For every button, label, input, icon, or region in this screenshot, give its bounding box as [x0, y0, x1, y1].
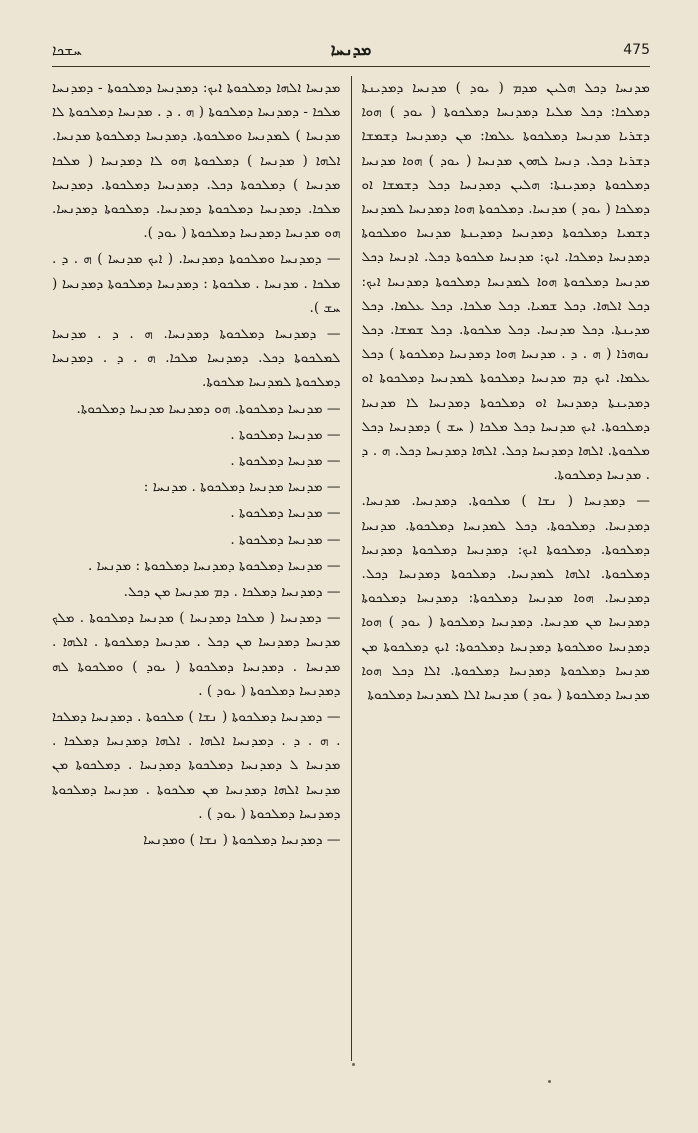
left-column-entry: — ܕܡܕܢܚܐ ܕܡܠܟܘܬܐ ܕܡܕܢܚܐ. ܗ . ܕ . ܡܕܢܚܐ ܠܡܠܟܘܬܐ ܕܟܠ. ܕܡܕܢܚܐ ܡܠܟܐ. ܗ . ܕ . ܕܡܕܢܚܐ ܕܡܠܟܘܬܐ ܠܡܕܢܚܐ ܡܠܟܘܬܐ.	[52, 326, 341, 391]
left-column-entry: ܡܕܢܚܐ ܐܠܗܐ ܕܡܠܟܘܬܐ ܐܝܟ: ܕܡܕܢܚܐ ܕܡܠܟܘܬܐ - ܕܡܕܢܚܐ ܡܠܟܐ - ܕܡܕܢܚܐ ܕܡܠܟܘܬܐ ( ܗ . ܕ . ܡܕܢܚܐ ܕܡܠܟܘܬܐ ܠܐ ܡܕܢܚܐ ) ܠܡܕܢܚܐ ܘܡܠܟܘܬܐ. ܕܡܕܢܚܐ ܕܡܠܟܘܬܐ ܡܕܢܚܐ. ܐܠܗܐ ( ܡܕܢܚܐ ) ܕܡܠܟܘܬܐ ܗܘ ܠܐ ܕܡܕܢܚܐ ( ܡܠܟܐ ܡܕܢܚܐ ) ܕܡܠܟܘܬܐ ܕܟܠ. ܕܡܕܢܚܐ ܕܡܠܟܘܬܐ. ܕܡܕܢܚܐ ܡܠܟܐ. ܕܡܕܢܚܐ ܕܡܠܟܘܬܐ ܕܡܕܢܚܐ. ܕܡܠܟܘܬܐ ܕܡܕܢܚܐ. ܗܘ ܡܕܢܚܐ ܕܡܕܢܚܐ ܕܡܠܟܘܬܐ ( ܝܘܕ ).	[52, 80, 341, 242]
left-column-entry: — ܕܡܕܢܚܐ ( ܡܠܟܐ ܕܡܕܢܚܐ ) ܡܕܢܚܐ ܕܡܠܟܘܬܐ . ܡܠܟ ܡܕܢܚܐ ܕܡܕܢܚܐ ܡܢ ܕܟܠ . ܡܕܢܚܐ ܕܡܠܟܘܬܐ . ܐܠܗܐ . ܡܕܢܚܐ . ܕܡܕܢܚܐ ܕܡܠܟܘܬܐ ( ܝܘܕ ) ܘܡܠܟܘܬܐ ܠܗ ܕܡܕܢܚܐ ܕܡܠܟܘܬܐ ( ܝܘܕ ) .	[52, 610, 341, 699]
page-number: 475	[623, 42, 650, 58]
left-column-entry: — ܕܡܕܢܚܐ ܘܡܠܟܘܬܐ ܕܡܕܢܚܐ. ( ܐܝܟ ܡܕܢܚܐ ) ܗ . ܕ . ܡܠܟܐ . ܡܕܢܚܐ . ܡܠܟܘܬܐ : ܕܡܕܢܚܐ ܕܡܠܟܘܬܐ ܕܡܕܢܚܐ ( ܚܫ ).	[52, 251, 341, 316]
right-column-entry: — ܕܡܕܢܚܐ ( ܢܫܐ ) ܡܠܟܘܬܐ. ܕܡܕܢܚܐ. ܡܕܢܚܐ. ܕܡܕܢܚܐ. ܕܡܠܟܘܬܐ. ܕܟܠ ܠܡܕܢܚܐ ܕܡܠܟܘܬܐ. ܡܕܢܚܐ ܕܡܠܟܘܬܐ. ܕܡܠܟܘܬܐ ܐܝܟ: ܕܡܕܢܚܐ ܕܡܠܟܘܬܐ ܕܡܕܢܚܐ ܕܡܠܟܘܬܐ. ܐܠܗܐ ܠܡܕܢܚܐ. ܕܡܠܟܘܬܐ ܕܡܕܢܚܐ ܕܟܠ. ܕܡܕܢܚܐ. ܗܘܐ ܡܕܢܚܐ ܕܡܠܟܘܬܐ: ܕܡܕܢܚܐ ܕܡܠܟܘܬܐ ܕܡܕܢܚܐ ܡܢ ܡܕܢܚܐ. ܕܡܕܢܚܐ ܕܡܠܟܘܬܐ ( ܝܘܕ ) ܗܘܐ ܕܡܕܢܚܐ ܘܡܠܟܘܬܐ ܕܡܕܢܚܐ ܕܡܠܟܘܬܐ: ܐܝܟ ܕܡܠܟܘܬܐ ܡܢ ܡܕܢܚܐ ܕܡܠܟܘܬܐ ܕܡܕܢܚܐ ܕܡܠܟܘܬܐ. ܐܠܐ ܕܟܠ ܗܘܐ ܡܕܢܚܐ ܕܡܠܟܘܬܐ ( ܝܘܕ ) ܡܕܢܚܐ ܐܠܐ ܠܡܕܢܚܐ ܕܡܠܟܘܬܐ	[361, 493, 650, 704]
two-column-body	[52, 76, 650, 1061]
speck	[548, 1080, 551, 1083]
left-column-entry: — ܡܕܢܚܐ ܡܕܢܚܐ ܕܡܠܟܘܬܐ . ܡܕܢܚܐ :	[143, 479, 341, 496]
left-column-entry: — ܡܕܢܚܐ ܕܡܠܟܘܬܐ .	[230, 505, 341, 522]
left-column-entry: — ܕܡܕܢܚܐ ܕܡܠܟܘܬܐ ( ܢܫܐ ) ܡܠܟܘܬܐ . ܕܡܕܢܚܐ ܕܡܠܟܐ . ܗ . ܕ . ܕܡܕܢܚܐ ܐܠܗܐ . ܐܠܗܐ ܕܡܕܢܚܐ ܕܡܠܟܐ . ܡܕܢܚܐ ܠ ܕܡܕܢܚܐ ܕܡܠܟܘܬܐ ܕܡܕܢܚܐ . ܕܡܠܟܘܬܐ ܡܢ ܡܕܢܚܐ ܐܠܗܐ ܕܡܕܢܚܐ ܡܢ ܡܠܟܘܬܐ . ܡܕܢܚܐ ܕܡܠܟܘܬܐ ܕܡܕܢܚܐ ܕܡܠܟܘܬܐ ( ܝܘܕ ) .	[52, 709, 341, 822]
left-column-entry: — ܡܕܢܚܐ ܕܡܠܟܘܬܐ .	[230, 426, 341, 443]
running-head-title: ܡܕܢܚܐ	[330, 40, 372, 59]
left-column-entry: — ܕܡܕܢܚܐ ܕܡܠܟܘܬܐ ( ܢܫܐ ) ܘܡܕܢܚܐ	[143, 832, 341, 849]
left-column-entry: — ܡܕܢܚܐ ܕܡܠܟܘܬܐ .	[230, 531, 341, 548]
left-column-entry: — ܡܕܢܚܐ ܕܡܠܟܘܬܐ ܕܡܕܢܚܐ ܕܡܠܟܘܬܐ : ܡܕܢܚܐ .	[88, 557, 341, 574]
right-column-entry: ܡܕܢܚܐ ܕܟܠ ܗܠܝܢ ܡܕܡ ( ܝܘܕ ) ܡܕܢܚܐ ܕܡܕܝܢܬܐ ܕܡܠܟܐ: ܕܟܠ ܡܠܝܐ ܕܡܕܢܚܐ ܕܡܠܟܘܬܐ ( ܝܘܕ ) ܗܘܐ ܕܫܪܝܐ ܡܕܢܚܐ ܕܡܠܟܘܬܐ ܥܠܡܐ: ܡܢ ܕܡܕܢܚܐ ܕܫܡܫܐ ܕܫܪܝܐ ܕܟܠ. ܕܢܚܐ ܠܗܘܢ ܡܕܢܚܐ ( ܝܘܕ ) ܗܘܐ ܡܕܢܚܐ ܕܡܠܟܘܬܐ ܕܡܕܝܢܬܐ: ܗܠܝܢ ܕܡܕܢܚܐ ܕܟܠ ܕܫܡܫܐ ܐܘ ܕܡܠܟܐ ( ܝܘܕ ) ܡܕܢܚܐ. ܕܡܠܟܘܬܐ ܗܘܐ ܕܡܕܢܚܐ ܠܡܕܢܚܐ ܕܫܡܝܐ ܕܡܠܟܘܬܐ ܕܡܕܢܚܐ ܕܡܕܝܢܬܐ ܡܕܢܚܐ ܘܡܠܟܘܬܐ ܕܡܕܢܚܐ ܕܡܠܟܐ. ܐܝܟ: ܡܕܢܚܐ ܡܠܟܘܬܐ ܕܟܠ. ܐܕܢܚܐ ܕܟܠ ܡܕܢܚܐ ܕܡܠܟܘܬܐ ܗܘܐ ܠܡܕܢܚܐ ܕܡܠܟܘܬܐ ܕܡܕܢܚܐ ܐܝܟ: ܕܟܠ ܐܠܗܐ. ܕܟܠ ܫܡܝܐ. ܕܟܠ ܡܠܟܐ. ܕܟܠ ܥܠܡܐ. ܕܟܠ ܡܕܝܢܬܐ. ܕܟܠ ܡܕܢܚܐ. ܕܟܠ ܡܠܟܘܬܐ. ܕܟܠ ܫܡܫܐ. ܕܟܠ ܢܘܗܪܐ ( ܗ . ܕ . ܡܕܢܚܐ ܗܘܐ ܕܡܕܢܚܐ ܕܡܠܟܘܬܐ ) ܕܟܠ ܥܠܡܐ. ܐܝܟ ܕܡ ܡܕܢܚܐ ܕܡܠܟܘܬܐ ܠܡܕܢܚܐ ܕܡܠܟܘܬܐ ܐܘ ܕܡܕܝܢܬܐ ܕܡܕܢܚܐ ܐܘ ܕܡܠܟܘܬܐ ܕܡܕܢܚܐ ܠܐ ܡܕܢܚܐ ܕܡܠܟܘܬܐ. ܐܝܟ ܡܕܢܚܐ ܕܟܠ ܡܠܟܐ ( ܚܫ ) ܕܡܕܢܚܐ ܕܟܠ ܡܠܟܘܬܐ. ܐܠܗܐ ܕܡܕܢܚܐ ܕܟܠ. ܐܠܗܐ ܕܡܕܢܚܐ ܕܟܠ. ܗ . ܕ . ܡܕܢܚܐ ܕܡܠܟܘܬܐ.	[361, 80, 650, 484]
left-column	[52, 76, 351, 1061]
running-head-side: ܚܫܟܐ	[52, 41, 82, 59]
speck	[352, 1063, 355, 1066]
left-column-entry: — ܡܕܢܚܐ ܕܡܠܟܘܬܐ. ܗܘ ܕܡܕܢܚܐ ܡܕܢܚܐ ܕܡܠܟܘܬܐ.	[76, 400, 341, 417]
left-column-entry: — ܕܡܕܢܚܐ ܕܡܠܟܐ . ܕܡ ܡܕܢܚܐ ܡܢ ܕܟܠ.	[123, 584, 341, 601]
header-rule	[52, 66, 650, 67]
page-header	[52, 38, 650, 66]
right-column	[352, 76, 651, 1061]
left-column-entry: — ܡܕܢܚܐ ܕܡܠܟܘܬܐ .	[230, 453, 341, 470]
